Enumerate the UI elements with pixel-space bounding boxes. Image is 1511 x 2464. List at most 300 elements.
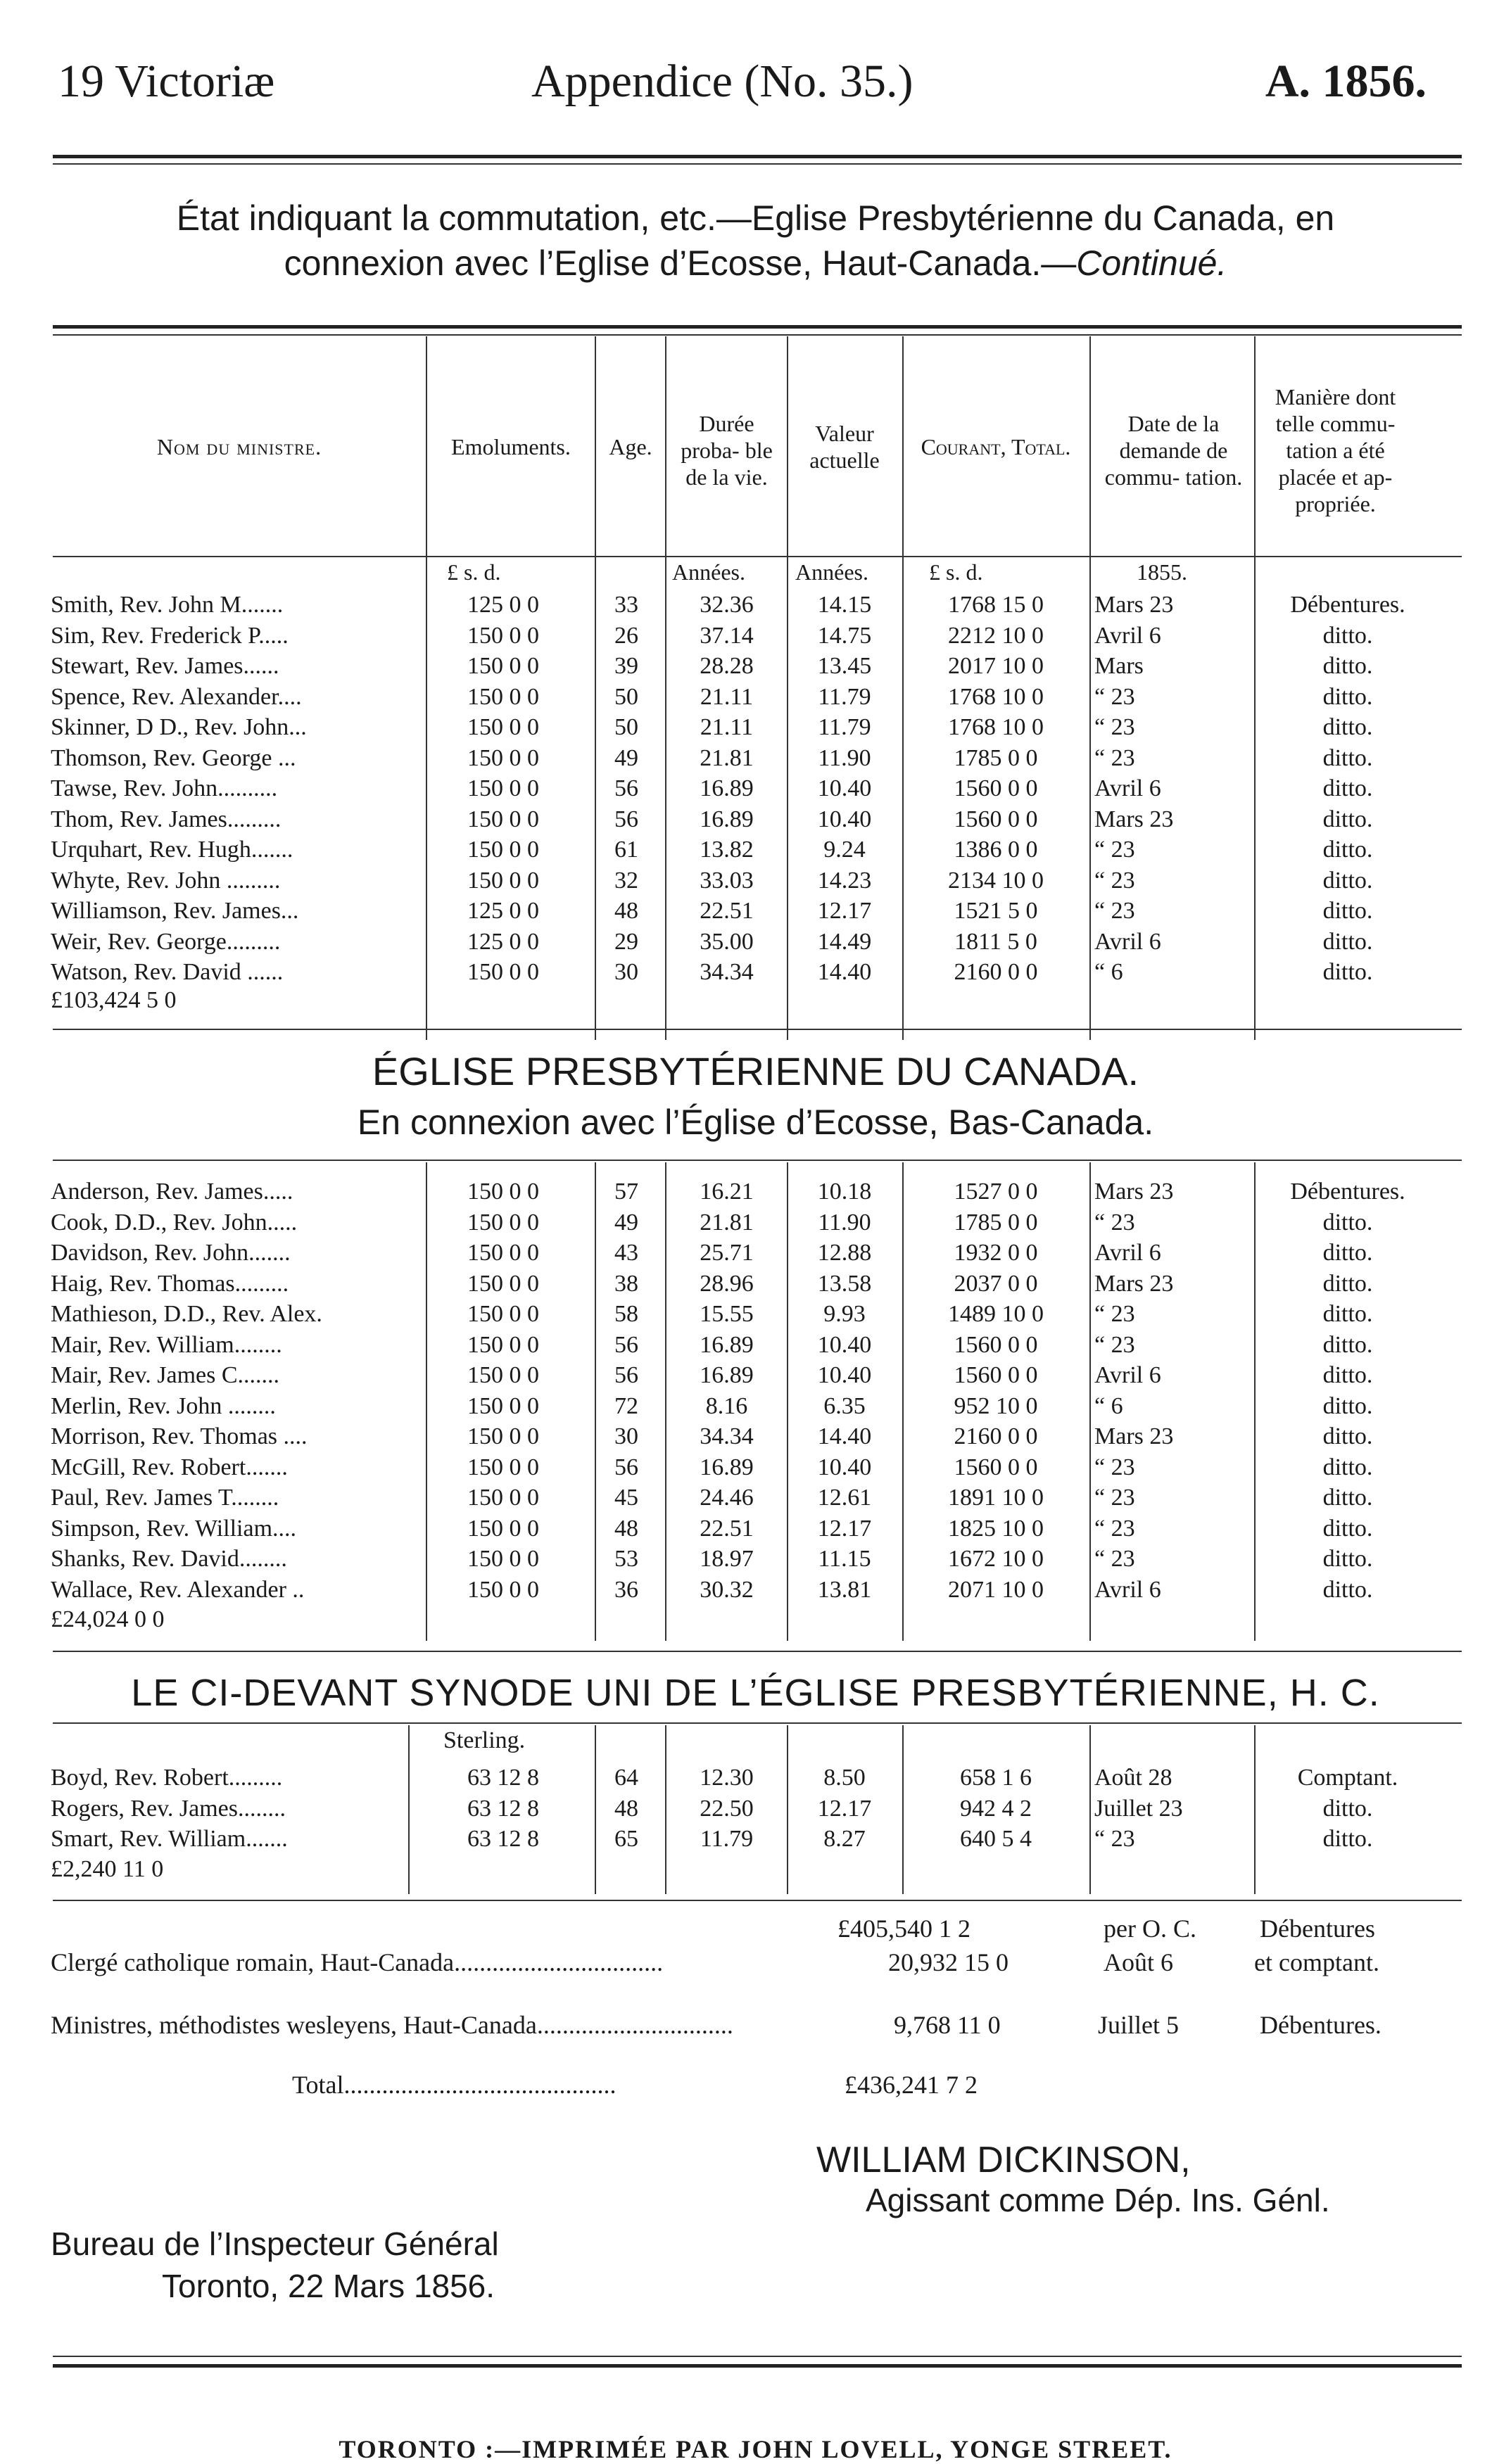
cell-cur: 2017 10 0 xyxy=(948,653,1044,679)
section1-total: £103,424 5 0 xyxy=(51,987,177,1013)
cell-date: Avril 6 xyxy=(1094,1362,1161,1388)
cell-em: 150 0 0 xyxy=(467,622,539,649)
header-rule-thin xyxy=(53,163,1462,165)
cell-date: “ 23 xyxy=(1094,714,1135,740)
cell-age: 48 xyxy=(614,1515,638,1542)
cell-dur: 34.34 xyxy=(700,959,754,985)
cell-em: 150 0 0 xyxy=(467,1423,539,1449)
cell-name: Cook, D.D., Rev. John..... xyxy=(51,1209,298,1236)
table-row xyxy=(0,712,1511,743)
cell-name: Simpson, Rev. William.... xyxy=(51,1515,297,1542)
cell-age: 26 xyxy=(614,622,638,649)
cell-date: Avril 6 xyxy=(1094,1240,1161,1266)
cell-em: 125 0 0 xyxy=(467,898,539,924)
cell-cur: 1891 10 0 xyxy=(948,1485,1044,1511)
cell-name: Weir, Rev. George......... xyxy=(51,928,281,955)
cell-age: 56 xyxy=(614,775,638,801)
cell-cur: 952 10 0 xyxy=(954,1392,1038,1419)
cell-mode: Comptant. xyxy=(1297,1765,1398,1791)
cell-em: 150 0 0 xyxy=(467,683,539,710)
cell-val: 12.88 xyxy=(817,1240,872,1266)
title-continued: Continué. xyxy=(1076,243,1227,283)
cell-mode: ditto. xyxy=(1322,653,1373,679)
cell-val: 14.75 xyxy=(817,622,872,649)
section3-total: £2,240 11 0 xyxy=(51,1856,164,1882)
cell-cur: 658 1 6 xyxy=(960,1765,1032,1791)
cell-cur: 1768 10 0 xyxy=(948,683,1044,710)
cell-mode: Débentures. xyxy=(1290,592,1405,618)
cell-mode: ditto. xyxy=(1322,1454,1373,1480)
cell-cur: 2071 10 0 xyxy=(948,1576,1044,1603)
cell-name: Merlin, Rev. John ........ xyxy=(51,1392,276,1419)
cell-age: 65 xyxy=(614,1826,638,1852)
cell-cur: 1560 0 0 xyxy=(954,1454,1038,1480)
cell-val: 14.15 xyxy=(817,592,872,618)
table-row xyxy=(0,1360,1511,1391)
cell-em: 150 0 0 xyxy=(467,1362,539,1388)
cell-date: Mars 23 xyxy=(1094,1423,1174,1449)
table-row xyxy=(0,1176,1511,1207)
cell-cur: 1489 10 0 xyxy=(948,1301,1044,1327)
cell-age: 30 xyxy=(614,1423,638,1449)
table-row xyxy=(0,1299,1511,1330)
cell-mode: ditto. xyxy=(1322,744,1373,771)
cell-name: Sim, Rev. Frederick P..... xyxy=(51,622,289,649)
cell-mode: ditto. xyxy=(1322,1392,1373,1419)
cell-date: Mars 23 xyxy=(1094,1179,1174,1205)
cell-date: Avril 6 xyxy=(1094,775,1161,801)
cell-val: 11.79 xyxy=(818,714,871,740)
cell-mode: ditto. xyxy=(1322,683,1373,710)
cell-dur: 21.81 xyxy=(700,1209,754,1236)
cell-name: Boyd, Rev. Robert......... xyxy=(51,1765,283,1791)
cell-mode: ditto. xyxy=(1322,959,1373,985)
cell-age: 64 xyxy=(614,1765,638,1791)
summary-catholic-value: 20,932 15 0 xyxy=(888,1948,1009,1976)
cell-em: 150 0 0 xyxy=(467,1454,539,1480)
cell-age: 58 xyxy=(614,1301,638,1327)
cell-mode: ditto. xyxy=(1322,622,1373,649)
cell-em: 150 0 0 xyxy=(467,867,539,894)
col-header-value: Valeur actuelle xyxy=(809,421,880,473)
table-row xyxy=(0,1421,1511,1452)
cell-date: “ 23 xyxy=(1094,1209,1135,1236)
cell-age: 38 xyxy=(614,1270,638,1297)
cell-dur: 28.96 xyxy=(700,1270,754,1297)
header-rule xyxy=(53,155,1462,158)
cell-date: “ 6 xyxy=(1094,1392,1123,1419)
cell-mode: ditto. xyxy=(1322,867,1373,894)
cell-dur: 28.28 xyxy=(700,653,754,679)
cell-cur: 1560 0 0 xyxy=(954,1331,1038,1358)
signature-name: WILLIAM DICKINSON, xyxy=(816,2140,1191,2180)
cell-mode: ditto. xyxy=(1322,806,1373,832)
cell-em: 150 0 0 xyxy=(467,714,539,740)
cell-val: 6.35 xyxy=(823,1392,866,1419)
unit-date: 1855. xyxy=(1137,559,1187,585)
summary-subtotal: £405,540 1 2 xyxy=(837,1914,971,1943)
cell-dur: 24.46 xyxy=(700,1485,754,1511)
cell-name: Stewart, Rev. James...... xyxy=(51,653,279,679)
table-row xyxy=(0,1575,1511,1606)
cell-cur: 2160 0 0 xyxy=(954,1423,1038,1449)
cell-mode: ditto. xyxy=(1322,837,1373,863)
cell-em: 125 0 0 xyxy=(467,928,539,955)
cell-em: 150 0 0 xyxy=(467,1485,539,1511)
table-row xyxy=(0,1482,1511,1513)
cell-mode: ditto. xyxy=(1322,1362,1373,1388)
cell-val: 14.23 xyxy=(817,867,872,894)
table-row xyxy=(0,957,1511,988)
cell-date: “ 6 xyxy=(1094,959,1123,985)
table-row xyxy=(0,1544,1511,1575)
section2-subheading: En connexion avec l’Église d’Ecosse, Bas-Canada. xyxy=(357,1103,1154,1142)
table-row xyxy=(0,865,1511,896)
title-line-2 xyxy=(49,241,1462,286)
table-row xyxy=(0,1269,1511,1300)
summary-subtotal-mode: Débentures xyxy=(1260,1914,1375,1943)
cell-cur: 1768 15 0 xyxy=(948,592,1044,618)
table-row xyxy=(0,1207,1511,1238)
section2-rule xyxy=(53,1160,1462,1161)
cell-age: 72 xyxy=(614,1392,638,1419)
col-header-name: Nom du ministre. xyxy=(156,434,322,459)
table-row xyxy=(0,834,1511,865)
cell-name: Whyte, Rev. John ......... xyxy=(51,867,281,894)
cell-mode: ditto. xyxy=(1322,1423,1373,1449)
cell-age: 53 xyxy=(614,1546,638,1572)
cell-dur: 16.89 xyxy=(700,1362,754,1388)
cell-em: 150 0 0 xyxy=(467,1301,539,1327)
cell-dur: 22.50 xyxy=(700,1795,754,1822)
cell-val: 11.79 xyxy=(818,683,871,710)
cell-name: McGill, Rev. Robert....... xyxy=(51,1454,288,1480)
cell-date: “ 23 xyxy=(1094,1546,1135,1572)
cell-date: Avril 6 xyxy=(1094,622,1161,649)
table-row xyxy=(0,773,1511,804)
cell-cur: 1785 0 0 xyxy=(954,744,1038,771)
cell-age: 56 xyxy=(614,1454,638,1480)
section2-total: £24,024 0 0 xyxy=(51,1606,165,1632)
cell-cur: 2134 10 0 xyxy=(948,867,1044,894)
cell-em: 150 0 0 xyxy=(467,806,539,832)
summary-catholic-mode: et comptant. xyxy=(1254,1948,1379,1976)
cell-cur: 1825 10 0 xyxy=(948,1515,1044,1542)
cell-name: Morrison, Rev. Thomas .... xyxy=(51,1423,308,1449)
cell-name: Smart, Rev. William....... xyxy=(51,1826,288,1852)
page-title xyxy=(49,196,1462,286)
cell-age: 61 xyxy=(614,837,638,863)
cell-em: 150 0 0 xyxy=(467,653,539,679)
cell-cur: 1521 5 0 xyxy=(954,898,1038,924)
cell-name: Rogers, Rev. James........ xyxy=(51,1795,286,1822)
header-session: 19 Victoriæ xyxy=(58,56,275,107)
cell-val: 13.45 xyxy=(817,653,872,679)
cell-mode: ditto. xyxy=(1322,898,1373,924)
table-row xyxy=(0,651,1511,682)
cell-date: “ 23 xyxy=(1094,744,1135,771)
cell-age: 56 xyxy=(614,1362,638,1388)
cell-name: Shanks, Rev. David........ xyxy=(51,1546,287,1572)
unit-emoluments: £ s. d. xyxy=(447,559,501,585)
cell-em: 150 0 0 xyxy=(467,775,539,801)
cell-val: 12.61 xyxy=(817,1485,872,1511)
cell-val: 8.50 xyxy=(823,1765,866,1791)
cell-mode: ditto. xyxy=(1322,1270,1373,1297)
cell-val: 10.40 xyxy=(817,775,872,801)
cell-dur: 21.11 xyxy=(700,683,754,710)
table-row xyxy=(0,804,1511,835)
printer-footer: TORONTO :—IMPRIMÉE PAR JOHN LOVELL, YONGE STREET. xyxy=(339,2435,1172,2463)
cell-age: 49 xyxy=(614,1209,638,1236)
summary-catholic-label: Clergé catholique romain, Haut-Canada................................. xyxy=(51,1948,664,1976)
cell-name: Paul, Rev. James T........ xyxy=(51,1485,279,1511)
footer-rule xyxy=(53,2356,1462,2357)
office-place-date: Toronto, 22 Mars 1856. xyxy=(162,2268,495,2304)
cell-mode: ditto. xyxy=(1322,1331,1373,1358)
cell-val: 10.40 xyxy=(817,1362,872,1388)
cell-dur: 22.51 xyxy=(700,898,754,924)
table-row xyxy=(0,1391,1511,1422)
header-year: A. 1856. xyxy=(1265,56,1427,107)
cell-val: 14.49 xyxy=(817,928,872,955)
table-row xyxy=(0,927,1511,958)
cell-age: 33 xyxy=(614,592,638,618)
table-row xyxy=(0,1330,1511,1361)
cell-em: 150 0 0 xyxy=(467,1240,539,1266)
cell-em: 150 0 0 xyxy=(467,959,539,985)
cell-val: 11.90 xyxy=(818,744,871,771)
table-row xyxy=(0,682,1511,713)
cell-mode: Débentures. xyxy=(1290,1179,1405,1205)
footer-rule-thick xyxy=(53,2364,1462,2368)
cell-name: Thom, Rev. James......... xyxy=(51,806,282,832)
table-row xyxy=(0,590,1511,621)
cell-date: “ 23 xyxy=(1094,1454,1135,1480)
cell-age: 50 xyxy=(614,683,638,710)
cell-val: 12.17 xyxy=(817,898,872,924)
cell-dur: 22.51 xyxy=(700,1515,754,1542)
table-row xyxy=(0,1793,1511,1824)
col-header-current: Courant, Total. xyxy=(921,434,1071,459)
section3-rule xyxy=(53,1722,1462,1724)
table-row xyxy=(0,621,1511,652)
cell-em: 150 0 0 xyxy=(467,1546,539,1572)
cell-cur: 1811 5 0 xyxy=(954,928,1037,955)
unit-duration: Années. xyxy=(672,559,745,585)
cell-dur: 16.89 xyxy=(700,1454,754,1480)
cell-dur: 37.14 xyxy=(700,622,754,649)
cell-mode: ditto. xyxy=(1322,1576,1373,1603)
table-row xyxy=(0,1452,1511,1483)
cell-date: Juillet 23 xyxy=(1094,1795,1183,1822)
cell-val: 10.18 xyxy=(817,1179,872,1205)
section3-total-row xyxy=(0,1854,1511,1885)
cell-em: 150 0 0 xyxy=(467,1515,539,1542)
cell-age: 50 xyxy=(614,714,638,740)
cell-em: 150 0 0 xyxy=(467,1270,539,1297)
cell-date: Mars 23 xyxy=(1094,592,1174,618)
cell-date: “ 23 xyxy=(1094,1485,1135,1511)
section-rule xyxy=(53,1029,1462,1030)
cell-date: “ 23 xyxy=(1094,683,1135,710)
cell-date: Mars 23 xyxy=(1094,806,1174,832)
section-rule xyxy=(53,1651,1462,1652)
cell-dur: 12.30 xyxy=(700,1765,754,1791)
cell-cur: 2212 10 0 xyxy=(948,622,1044,649)
cell-dur: 15.55 xyxy=(700,1301,754,1327)
cell-name: Wallace, Rev. Alexander .. xyxy=(51,1576,305,1603)
cell-age: 48 xyxy=(614,898,638,924)
table-row xyxy=(0,1238,1511,1269)
cell-date: Mars xyxy=(1094,653,1144,679)
cell-val: 14.40 xyxy=(817,1423,872,1449)
cell-dur: 16.89 xyxy=(700,775,754,801)
cell-date: “ 23 xyxy=(1094,1331,1135,1358)
cell-mode: ditto. xyxy=(1322,714,1373,740)
col-header-emoluments: Emoluments. xyxy=(451,434,571,459)
cell-date: Avril 6 xyxy=(1094,928,1161,955)
cell-em: 150 0 0 xyxy=(467,1209,539,1236)
cell-dur: 18.97 xyxy=(700,1546,754,1572)
col-header-duration: Durée proba- ble de la vie. xyxy=(681,411,773,490)
col-header-date: Date de la demande de commu- tation. xyxy=(1104,411,1243,490)
section2-heading: ÉGLISE PRESBYTÉRIENNE DU CANADA. xyxy=(372,1049,1139,1093)
unit-sterling: Sterling. xyxy=(443,1727,526,1753)
cell-name: Haig, Rev. Thomas......... xyxy=(51,1270,289,1297)
cell-em: 125 0 0 xyxy=(467,592,539,618)
cell-dur: 34.34 xyxy=(700,1423,754,1449)
cell-cur: 1768 10 0 xyxy=(948,714,1044,740)
cell-val: 13.81 xyxy=(817,1576,872,1603)
cell-val: 11.15 xyxy=(818,1546,871,1572)
cell-cur: 1785 0 0 xyxy=(954,1209,1038,1236)
cell-em: 63 12 8 xyxy=(467,1826,539,1852)
cell-dur: 11.79 xyxy=(700,1826,754,1852)
cell-dur: 13.82 xyxy=(700,837,754,863)
cell-dur: 33.03 xyxy=(700,867,754,894)
cell-em: 63 12 8 xyxy=(467,1765,539,1791)
signature-title: Agissant comme Dép. Ins. Génl. xyxy=(866,2182,1330,2218)
cell-date: “ 23 xyxy=(1094,898,1135,924)
cell-age: 56 xyxy=(614,1331,638,1358)
cell-val: 13.58 xyxy=(817,1270,872,1297)
cell-name: Mair, Rev. William........ xyxy=(51,1331,282,1358)
cell-val: 10.40 xyxy=(817,1331,872,1358)
cell-dur: 21.81 xyxy=(700,744,754,771)
cell-val: 14.40 xyxy=(817,959,872,985)
cell-age: 43 xyxy=(614,1240,638,1266)
cell-date: Avril 6 xyxy=(1094,1576,1161,1603)
cell-val: 9.93 xyxy=(823,1301,866,1327)
cell-date: Août 28 xyxy=(1094,1765,1172,1791)
cell-age: 56 xyxy=(614,806,638,832)
cell-name: Mair, Rev. James C....... xyxy=(51,1362,280,1388)
summary-rule xyxy=(53,1900,1462,1901)
cell-dur: 30.32 xyxy=(700,1576,754,1603)
col-header-mode: Manière dont telle commu- tation a été placée et ap- propriée. xyxy=(1275,384,1396,516)
cell-name: Watson, Rev. David ...... xyxy=(51,959,284,985)
cell-cur: 942 4 2 xyxy=(960,1795,1032,1822)
table-row xyxy=(0,1763,1511,1793)
cell-mode: ditto. xyxy=(1322,1209,1373,1236)
cell-cur: 2037 0 0 xyxy=(954,1270,1038,1297)
cell-date: Mars 23 xyxy=(1094,1270,1174,1297)
cell-em: 63 12 8 xyxy=(467,1795,539,1822)
cell-name: Skinner, D D., Rev. John... xyxy=(51,714,307,740)
cell-dur: 21.11 xyxy=(700,714,754,740)
cell-dur: 32.36 xyxy=(700,592,754,618)
cell-em: 150 0 0 xyxy=(467,1576,539,1603)
cell-mode: ditto. xyxy=(1322,775,1373,801)
cell-name: Smith, Rev. John M....... xyxy=(51,592,284,618)
cell-dur: 25.71 xyxy=(700,1240,754,1266)
cell-date: “ 23 xyxy=(1094,1301,1135,1327)
cell-age: 48 xyxy=(614,1795,638,1822)
cell-name: Williamson, Rev. James... xyxy=(51,898,299,924)
cell-dur: 35.00 xyxy=(700,928,754,955)
cell-dur: 16.21 xyxy=(700,1179,754,1205)
cell-mode: ditto. xyxy=(1322,1795,1373,1822)
cell-name: Urquhart, Rev. Hugh....... xyxy=(51,837,293,863)
cell-dur: 16.89 xyxy=(700,806,754,832)
cell-age: 45 xyxy=(614,1485,638,1511)
section2-total-row xyxy=(0,1604,1511,1635)
cell-val: 10.40 xyxy=(817,1454,872,1480)
cell-em: 150 0 0 xyxy=(467,1331,539,1358)
cell-val: 11.90 xyxy=(818,1209,871,1236)
cell-age: 39 xyxy=(614,653,638,679)
table-top-rule-thin xyxy=(53,334,1462,336)
cell-date: “ 23 xyxy=(1094,837,1135,863)
cell-cur: 1672 10 0 xyxy=(948,1546,1044,1572)
cell-cur: 1932 0 0 xyxy=(954,1240,1038,1266)
cell-age: 32 xyxy=(614,867,638,894)
cell-cur: 1560 0 0 xyxy=(954,775,1038,801)
cell-date: “ 23 xyxy=(1094,1515,1135,1542)
cell-mode: ditto. xyxy=(1322,1826,1373,1852)
summary-subtotal-date: per O. C. xyxy=(1104,1914,1196,1943)
cell-cur: 640 5 4 xyxy=(960,1826,1032,1852)
cell-age: 30 xyxy=(614,959,638,985)
unit-current: £ s. d. xyxy=(929,559,983,585)
table-row xyxy=(0,743,1511,774)
title-line-2-text: connexion avec l’Eglise d’Ecosse, Haut-Canada.— xyxy=(284,243,1077,283)
table-row xyxy=(0,1824,1511,1855)
cell-age: 57 xyxy=(614,1179,638,1205)
summary-methodist-mode: Débentures. xyxy=(1260,2011,1382,2039)
table-row xyxy=(0,1513,1511,1544)
cell-date: “ 23 xyxy=(1094,1826,1135,1852)
cell-mode: ditto. xyxy=(1322,928,1373,955)
section3-heading: LE CI-DEVANT SYNODE UNI DE L’ÉGLISE PRESBYTÉRIENNE, H. C. xyxy=(131,1672,1380,1714)
cell-dur: 16.89 xyxy=(700,1331,754,1358)
cell-cur: 1560 0 0 xyxy=(954,806,1038,832)
cell-age: 36 xyxy=(614,1576,638,1603)
cell-age: 49 xyxy=(614,744,638,771)
cell-mode: ditto. xyxy=(1322,1485,1373,1511)
cell-name: Mathieson, D.D., Rev. Alex. xyxy=(51,1301,322,1327)
cell-name: Spence, Rev. Alexander.... xyxy=(51,683,302,710)
cell-val: 8.27 xyxy=(823,1826,866,1852)
summary-methodist-value: 9,768 11 0 xyxy=(894,2011,1001,2039)
office-name: Bureau de l’Inspecteur Général xyxy=(51,2225,499,2262)
cell-cur: 1386 0 0 xyxy=(954,837,1038,863)
header-appendix: Appendice (No. 35.) xyxy=(531,56,913,107)
cell-val: 9.24 xyxy=(823,837,866,863)
summary-catholic-date: Août 6 xyxy=(1104,1948,1173,1976)
cell-name: Anderson, Rev. James..... xyxy=(51,1179,293,1205)
